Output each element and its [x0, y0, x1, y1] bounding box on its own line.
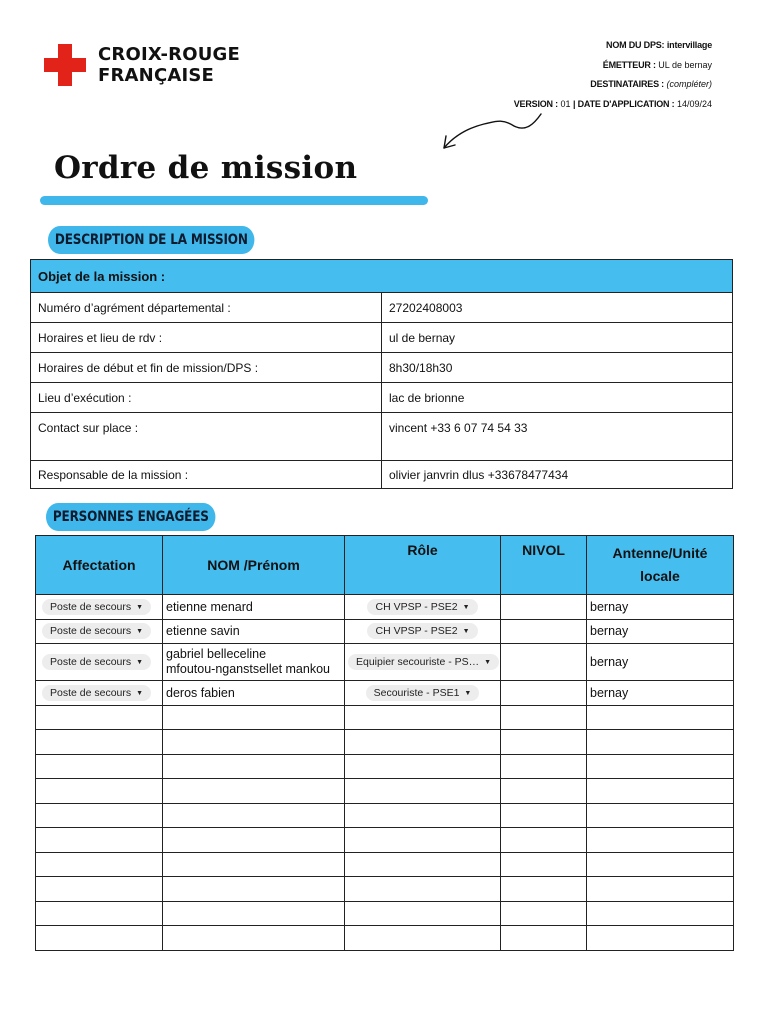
field-value: olivier janvrin dlus +33678477434	[382, 461, 733, 489]
nivol-cell	[501, 595, 587, 620]
empty-row	[36, 901, 734, 926]
empty-row	[36, 852, 734, 877]
curved-arrow-icon	[438, 110, 546, 154]
column-header-nivol: NIVOL	[501, 536, 587, 595]
title-underline	[40, 196, 428, 205]
nivol-cell	[501, 619, 587, 644]
role-dropdown[interactable]: CH VPSP - PSE2 ▼	[367, 623, 477, 639]
antenne-cell: bernay	[587, 619, 734, 644]
dropdown-caret-icon: ▼	[464, 689, 472, 697]
affectation-dropdown[interactable]: Poste de secours ▼	[42, 599, 151, 615]
field-value: 8h30/18h30	[382, 353, 733, 383]
croix-rouge-logo	[44, 44, 240, 86]
dropdown-caret-icon: ▼	[136, 628, 144, 636]
table-row	[31, 293, 733, 323]
dropdown-caret-icon: ▼	[462, 628, 470, 636]
affectation-dropdown[interactable]: Poste de secours ▼	[42, 685, 151, 701]
meta-version: VERSION : 01 | DATE D'APPLICATION : 14/09/24	[513, 98, 712, 109]
name-cell: etienne savin	[163, 619, 345, 644]
nivol-cell	[501, 681, 587, 706]
page-title: Ordre de mission	[54, 150, 358, 186]
field-label: Horaires et lieu de rdv :	[31, 323, 382, 353]
document-metadata	[514, 36, 712, 114]
section-heading-personnes: PERSONNES ENGAGÉES	[46, 503, 216, 531]
table-row	[31, 323, 733, 353]
affectation-dropdown[interactable]: Poste de secours ▼	[42, 623, 151, 639]
field-value: vincent +33 6 07 74 54 33	[382, 413, 733, 461]
field-label: Lieu d’exécution :	[31, 383, 382, 413]
mission-description-table	[30, 259, 733, 489]
column-header-antenne: Antenne/Unité locale	[587, 536, 734, 595]
field-label: Horaires de début et fin de mission/DPS :	[31, 353, 382, 383]
dropdown-caret-icon: ▼	[136, 689, 144, 697]
objet-row	[31, 260, 733, 293]
role-dropdown[interactable]: Equipier secouriste - PS… ▼	[348, 654, 499, 670]
table-row	[31, 413, 733, 461]
table-row	[36, 644, 734, 681]
dropdown-caret-icon: ▼	[484, 659, 492, 666]
role-dropdown[interactable]: CH VPSP - PSE2 ▼	[367, 599, 477, 615]
name-cell: deros fabien	[163, 681, 345, 706]
affectation-dropdown[interactable]: Poste de secours ▼	[42, 654, 151, 670]
empty-row	[36, 754, 734, 779]
dropdown-caret-icon: ▼	[136, 659, 144, 666]
field-value: 27202408003	[382, 293, 733, 323]
logo-wordmark	[98, 44, 240, 86]
objet-label: Objet de la mission :	[31, 260, 733, 293]
antenne-cell: bernay	[587, 681, 734, 706]
field-label: Numéro d’agrément départemental :	[31, 293, 382, 323]
role-dropdown[interactable]: Secouriste - PSE1 ▼	[366, 685, 480, 701]
column-header-role: Rôle	[345, 536, 501, 595]
meta-emetteur: ÉMETTEUR : UL de bernay	[602, 59, 712, 70]
dropdown-caret-icon: ▼	[136, 603, 144, 611]
table-row	[36, 619, 734, 644]
table-row	[31, 461, 733, 489]
section-heading-description: DESCRIPTION DE LA MISSION	[48, 226, 255, 254]
field-label: Responsable de la mission :	[31, 461, 382, 489]
empty-row	[36, 779, 734, 804]
table-row	[36, 595, 734, 620]
red-cross-icon	[44, 44, 86, 86]
nivol-cell	[501, 644, 587, 681]
table-row	[31, 353, 733, 383]
table-header-row	[36, 536, 734, 595]
table-row	[36, 681, 734, 706]
field-value: ul de bernay	[382, 323, 733, 353]
antenne-cell: bernay	[587, 644, 734, 681]
field-label: Contact sur place :	[31, 413, 382, 461]
name-cell: etienne menard	[163, 595, 345, 620]
dropdown-caret-icon: ▼	[462, 603, 470, 611]
name-cell: gabriel belleceline mfoutou-nganstsellet mankou	[163, 644, 345, 681]
column-header-nom: NOM /Prénom	[163, 536, 345, 595]
empty-row	[36, 730, 734, 755]
table-row	[31, 383, 733, 413]
empty-row	[36, 828, 734, 853]
logo-line1: CROIX-ROUGE	[98, 44, 240, 65]
empty-row	[36, 705, 734, 730]
logo-line2: FRANÇAISE	[98, 65, 215, 86]
meta-destinataires: DESTINATAIRES : (compléter)	[590, 79, 712, 89]
antenne-cell: bernay	[587, 595, 734, 620]
personnes-engagees-table	[35, 535, 734, 951]
field-value: lac de brionne	[382, 383, 733, 413]
empty-row	[36, 877, 734, 902]
empty-row	[36, 803, 734, 828]
empty-row	[36, 926, 734, 951]
column-header-affectation: Affectation	[36, 536, 163, 595]
meta-dps: NOM DU DPS: intervillage	[606, 40, 712, 50]
